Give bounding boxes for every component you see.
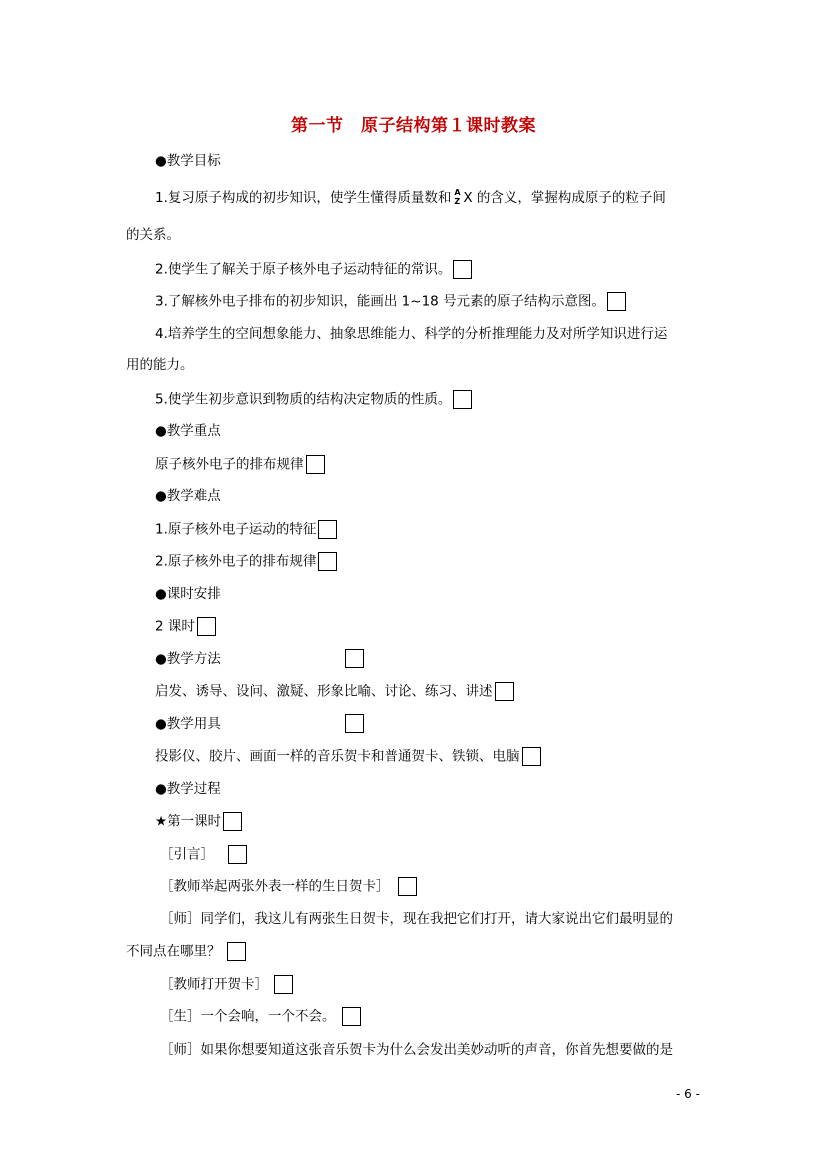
- schedule: [155, 617, 216, 636]
- section-heading-process: ●教学过程: [155, 781, 221, 797]
- mass-number: A: [454, 188, 461, 197]
- student-line-1-text: ［生］一个会响，一个不会。: [160, 1008, 336, 1025]
- teacher-line-1-cont-text: 不同点在哪里？: [126, 943, 221, 960]
- goal-5-text: 5.使学生初步意识到物质的结构决定物质的性质。: [155, 391, 452, 408]
- goal-5: [155, 390, 472, 409]
- placeholder-box: [306, 455, 325, 474]
- teacher-line-1-continuation: [126, 942, 246, 961]
- atomic-number: Z: [454, 197, 461, 206]
- difficult-point-1: [155, 520, 337, 539]
- goal-1-continuation: 的关系。: [126, 227, 180, 243]
- placeholder-box: [223, 812, 242, 831]
- method-text: 启发、诱导、设问、激疑、形象比喻、讨论、练习、讲述: [155, 683, 493, 700]
- teacher-action-2: [160, 975, 293, 994]
- method: [155, 682, 514, 701]
- key-point-text: 原子核外电子的排布规律: [155, 456, 304, 473]
- student-line-1: [160, 1007, 361, 1026]
- section-heading-tools: ●教学用具: [155, 716, 221, 732]
- goal-2: [155, 260, 472, 279]
- teacher-action-2-text: ［教师打开贺卡］: [160, 976, 268, 993]
- goal-2-text: 2.使学生了解关于原子核外电子运动特征的常识。: [155, 261, 452, 278]
- placeholder-box: [318, 520, 337, 539]
- section-heading-goals: ●教学目标: [155, 153, 221, 169]
- goal-1-text: 1.复习原子构成的初步知识，使学生懂得质量数和: [155, 190, 452, 206]
- goal-4-continuation: 用的能力。: [126, 357, 194, 373]
- goal-1: [155, 189, 666, 207]
- goal-4: 4.培养学生的空间想象能力、抽象思维能力、科学的分析推理能力及对所学知识进行运: [155, 326, 668, 342]
- page-title: 第一节 原子结构第１课时教案: [291, 116, 536, 136]
- teacher-line-1: ［师］同学们，我这儿有两张生日贺卡，现在我把它们打开，请大家说出它们最明显的: [160, 911, 673, 927]
- placeholder-box: [228, 845, 247, 864]
- teacher-action-1-text: ［教师举起两张外表一样的生日贺卡］: [160, 878, 390, 895]
- goal-1-text-after: X 的含义，掌握构成原子的粒子间: [463, 190, 666, 206]
- placeholder-box: [274, 975, 293, 994]
- placeholder-box: [522, 747, 541, 766]
- goal-3: [155, 292, 626, 311]
- intro: [160, 845, 247, 864]
- first-lesson: [155, 812, 242, 831]
- section-heading-method: ●教学方法: [155, 651, 221, 667]
- section-heading-schedule: ●课时安排: [155, 586, 221, 602]
- difficult-1-text: 1.原子核外电子运动的特征: [155, 521, 317, 538]
- difficult-2-text: 2.原子核外电子的排布规律: [155, 553, 317, 570]
- key-point: [155, 455, 325, 474]
- section-heading-key: ●教学重点: [155, 423, 221, 439]
- placeholder-box: [318, 552, 337, 571]
- placeholder-box: [495, 682, 514, 701]
- tools: [155, 747, 541, 766]
- placeholder-box: [607, 292, 626, 311]
- schedule-text: 2 课时: [155, 618, 195, 635]
- goal-3-text: 3.了解核外电子排布的初步知识，能画出 1~18 号元素的原子结构示意图。: [155, 293, 606, 310]
- teacher-action-1: [160, 877, 417, 896]
- placeholder-box: [453, 260, 472, 279]
- placeholder-box: [342, 1007, 361, 1026]
- page-number: - 6 -: [676, 1087, 700, 1101]
- tools-text: 投影仪、胶片、画面一样的音乐贺卡和普通贺卡、铁锁、电脑: [155, 748, 520, 765]
- teacher-line-2: ［师］如果你想要知道这张音乐贺卡为什么会发出美妙动听的声音，你首先想要做的是: [160, 1042, 673, 1058]
- section-heading-difficult: ●教学难点: [155, 488, 221, 504]
- placeholder-box: [345, 649, 364, 668]
- placeholder-box: [398, 877, 417, 896]
- placeholder-box: [227, 942, 246, 961]
- first-lesson-text: ★第一课时: [155, 813, 222, 830]
- placeholder-box: [197, 617, 216, 636]
- difficult-point-2: [155, 552, 337, 571]
- intro-text: ［引言］: [160, 846, 214, 863]
- placeholder-box: [345, 714, 364, 733]
- placeholder-box: [453, 390, 472, 409]
- nuclide-notation: [452, 189, 462, 207]
